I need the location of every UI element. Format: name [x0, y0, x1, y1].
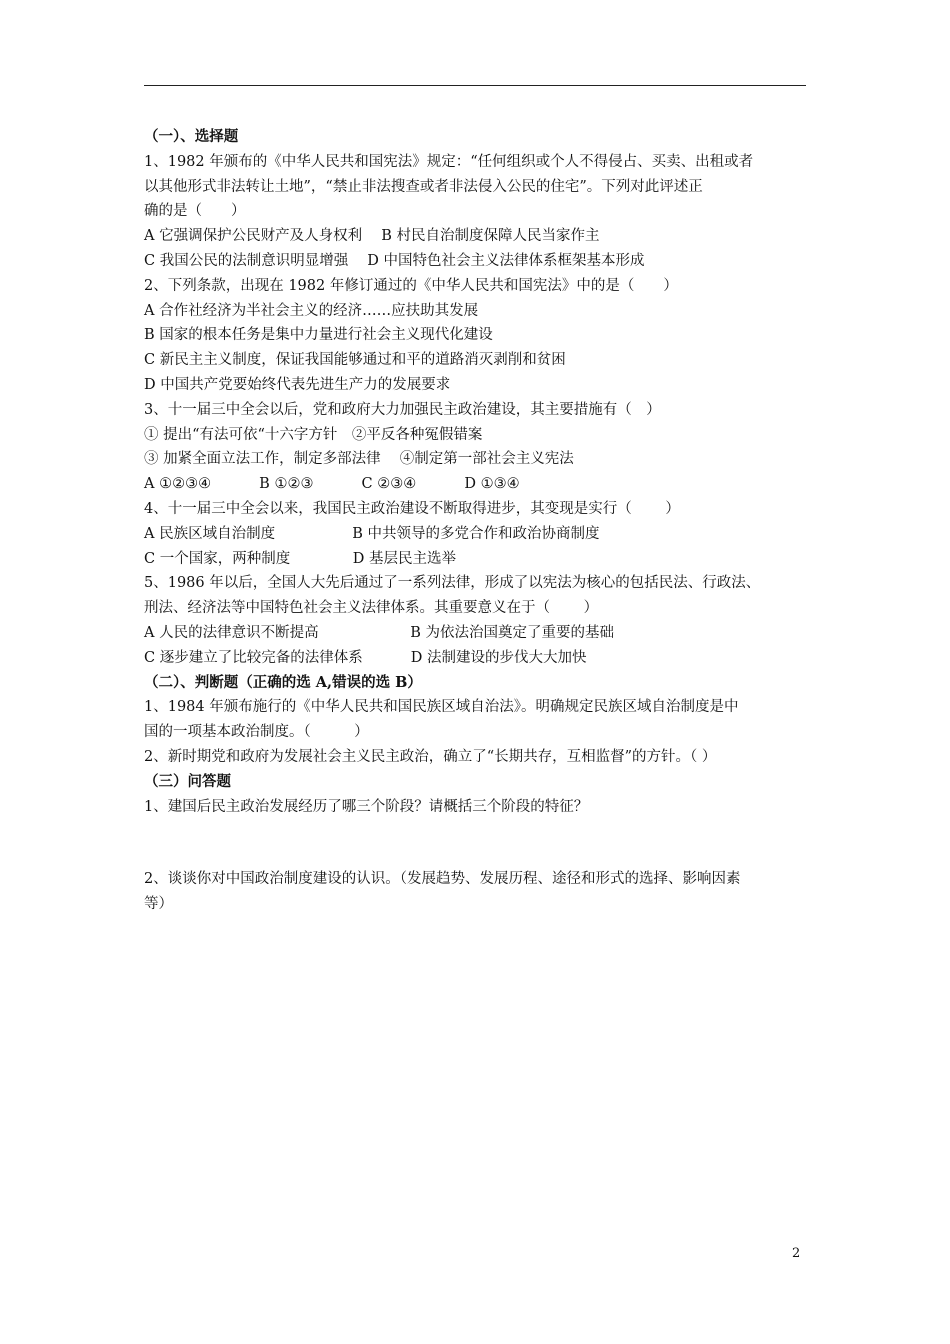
q2-option-b: B 国家的根本任务是集中力量进行社会主义现代化建设 — [144, 327, 493, 344]
q3-items-12: ① 提出“有法可依“十六字方针 ②平反各种冤假错案 — [144, 426, 483, 443]
judge-q2: 2、新时期党和政府为发展社会主义民主政治，确立了“长期共存，互相监督”的方针。（ ） — [144, 748, 717, 765]
page-number: 2 — [792, 1246, 801, 1261]
judge-q1-line-1: 1、1984 年颁布施行的《中华人民共和国民族区域自治法》。明确规定民族区域自治制度是中 — [144, 699, 739, 716]
judge-q1-line-2: 国的一项基本政治制度。（ ） — [144, 724, 369, 741]
q2-option-a: A 合作社经济为半社会主义的经济……应扶助其发展 — [144, 302, 479, 319]
answer-space — [144, 819, 814, 867]
q5-stem-line-2: 刑法、经济法等中国特色社会主义法律体系。其重要意义在于（ ） — [144, 600, 599, 617]
qa-q1: 1、建国后民主政治发展经历了哪三个阶段？请概括三个阶段的特征？ — [144, 798, 589, 815]
q5-options-ab: A 人民的法律意识不断提高 B 为依法治国奠定了重要的基础 — [144, 624, 614, 641]
qa-q2-line-1: 2、谈谈你对中国政治制度建设的认识。（发展趋势、发展历程、途径和形式的选择、影响因素 — [144, 871, 741, 888]
q1-stem-line-3: 确的是（ ） — [144, 203, 246, 220]
q3-stem: 3、十一届三中全会以后，党和政府大力加强民主政治建设，其主要措施有（ ） — [144, 401, 661, 418]
document-body — [144, 125, 814, 917]
q2-option-d: D 中国共产党要始终代表先进生产力的发展要求 — [144, 376, 451, 393]
section-title-qa: （三）问答题 — [144, 772, 231, 790]
q1-options-cd: C 我国公民的法制意识明显增强 D 中国特色社会主义法律体系框架基本形成 — [144, 252, 645, 269]
q2-option-c: C 新民主主义制度，保证我国能够通过和平的道路消灭剥削和贫困 — [144, 352, 566, 369]
q3-items-34: ③ 加紧全面立法工作，制定多部法律 ④制定第一部社会主义宪法 — [144, 451, 574, 468]
q1-options-ab: A 它强调保护公民财产及人身权利 B 村民自治制度保障人民当家作主 — [144, 228, 600, 245]
q2-stem: 2、下列条款，出现在 1982 年修订通过的《中华人民共和国宪法》中的是（ ） — [144, 277, 678, 294]
section-title-choice: （一）、选择题 — [144, 128, 239, 145]
q4-options-cd: C 一个国家，两种制度 D 基层民主选举 — [144, 550, 457, 567]
q5-options-cd: C 逐步建立了比较完备的法律体系 D 法制建设的步伐大大加快 — [144, 649, 587, 666]
q1-stem-line-2: 以其他形式非法转让土地”，“禁止非法搜查或者非法侵入公民的住宅”。下列对此评述正 — [144, 178, 703, 195]
q3-options: A ①②③④ B ①②③ C ②③④ D ①③④ — [144, 476, 520, 493]
q1-stem-line-1: 1、1982 年颁布的《中华人民共和国宪法》规定：“任何组织或个人不得侵占、买卖、出租或者 — [144, 153, 754, 170]
q5-stem-line-1: 5、1986 年以后，全国人大先后通过了一系列法律，形成了以宪法为核心的包括民法、行政法、 — [144, 575, 761, 592]
q4-stem: 4、十一届三中全会以来，我国民主政治建设不断取得进步，其变现是实行（ ） — [144, 500, 680, 517]
q4-options-ab: A 民族区域自治制度 B 中共领导的多党合作和政治协商制度 — [144, 525, 600, 542]
qa-q2-line-2: 等） — [144, 896, 173, 913]
section-title-judge: （二）、判断题（正确的选 A,错误的选 B） — [144, 673, 422, 691]
header-rule — [144, 85, 806, 86]
